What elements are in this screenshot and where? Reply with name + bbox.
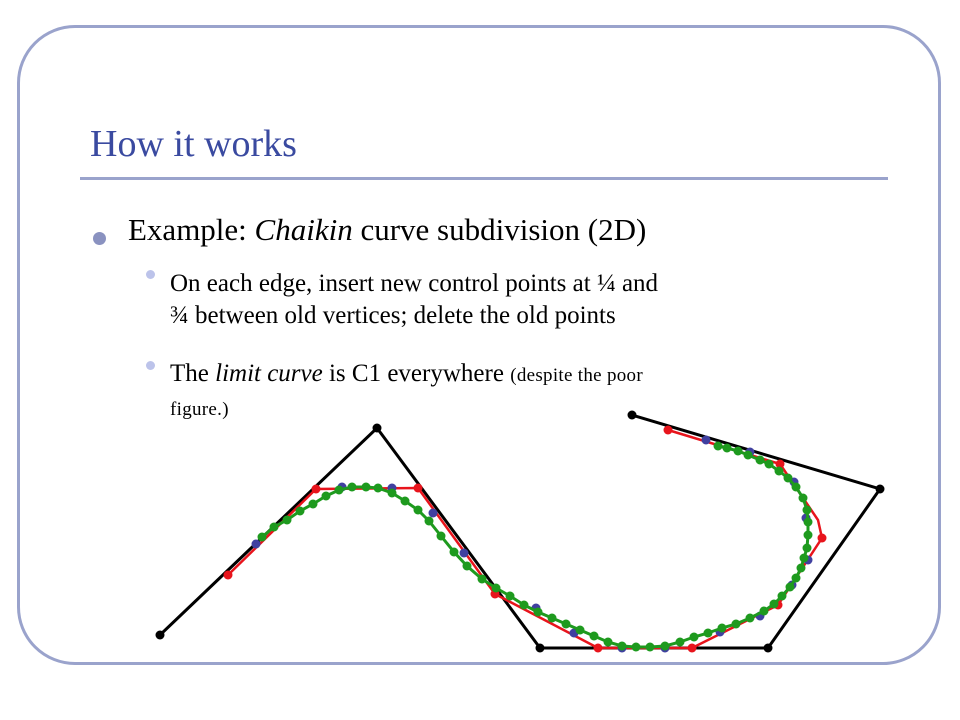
- level-3-point: [437, 532, 446, 541]
- level-3-point: [661, 642, 670, 651]
- level-3-point: [520, 601, 529, 610]
- level-3-point: [778, 592, 787, 601]
- level-3-point: [786, 583, 795, 592]
- level-1-point: [818, 534, 827, 543]
- subdivision-level-1: [228, 430, 822, 648]
- level-3-point: [792, 483, 801, 492]
- level-1-point: [688, 644, 697, 653]
- level-2-point: [429, 509, 438, 518]
- level-3-point: [804, 518, 813, 527]
- level-3-point: [803, 506, 812, 515]
- level-3-point: [401, 497, 410, 506]
- level-3-point: [718, 624, 727, 633]
- sub-bullet-1-line2: ¾ between old vertices; delete the old points: [170, 302, 616, 329]
- level-3-point: [744, 451, 753, 460]
- level-3-point: [632, 643, 641, 652]
- level-3-point: [335, 486, 344, 495]
- level-3-point: [804, 531, 813, 540]
- level-3-point: [760, 607, 769, 616]
- sub-bullet-2-middle: is C1 everywhere: [322, 360, 511, 387]
- level-3-point: [723, 444, 732, 453]
- level-3-point: [590, 632, 599, 641]
- control-vertex: [764, 644, 773, 653]
- control-vertex: [536, 644, 545, 653]
- level-3-point: [770, 600, 779, 609]
- level-3-point: [690, 633, 699, 642]
- level-3-point: [425, 517, 434, 526]
- sub-bullet-2-note-cont: figure.): [170, 399, 229, 420]
- level-3-point: [362, 483, 371, 492]
- level-3-point: [714, 442, 723, 451]
- level-3-point: [800, 554, 809, 563]
- level-2-point: [252, 540, 261, 549]
- level-3-point: [746, 614, 755, 623]
- level-3-point: [296, 507, 305, 516]
- level-2-point: [702, 436, 711, 445]
- level-1-points: [224, 426, 827, 653]
- level-3-point: [562, 620, 571, 629]
- level-3-point: [756, 456, 765, 465]
- level-3-point: [534, 608, 543, 617]
- level-3-point: [704, 629, 713, 638]
- control-vertex: [156, 631, 165, 640]
- level-3-point: [734, 447, 743, 456]
- level-3-point: [450, 548, 459, 557]
- level-3-point: [732, 620, 741, 629]
- level-2-point: [460, 549, 469, 558]
- level-3-point: [803, 544, 812, 553]
- main-bullet-suffix: curve subdivision (2D): [352, 212, 647, 247]
- level-3-point: [283, 516, 292, 525]
- control-vertex: [876, 485, 885, 494]
- level-3-point: [775, 467, 784, 476]
- sub-bullet-2-note: (despite the poor: [510, 365, 643, 386]
- level-1-point: [312, 485, 321, 494]
- level-3-points: [258, 442, 813, 652]
- slide-title: How it works: [90, 123, 297, 165]
- level-3-point: [478, 575, 487, 584]
- level-3-point: [784, 474, 793, 483]
- subdivision-level-3: [262, 446, 808, 647]
- level-3-point: [374, 484, 383, 493]
- level-1-point: [594, 644, 603, 653]
- level-1-point: [414, 484, 423, 493]
- level-3-point: [492, 584, 501, 593]
- level-1-point: [224, 571, 233, 580]
- control-vertices: [156, 411, 885, 653]
- level-3-point: [792, 574, 801, 583]
- level-3-point: [646, 643, 655, 652]
- level-3-point: [388, 489, 397, 498]
- control-vertex: [373, 424, 382, 433]
- level-3-point: [604, 638, 613, 647]
- level-3-point: [270, 523, 279, 532]
- level-3-point: [322, 492, 331, 501]
- main-bullet-emphasis: Chaikin: [254, 212, 353, 247]
- level-3-point: [765, 460, 774, 469]
- level-3-point: [799, 494, 808, 503]
- level-3-point: [463, 562, 472, 571]
- sub-bullet-2-emphasis: limit curve: [215, 360, 323, 387]
- level-3-point: [348, 483, 357, 492]
- level-3-point: [548, 614, 557, 623]
- sub-bullet-2-prefix: The: [170, 360, 216, 387]
- level-3-point: [676, 638, 685, 647]
- level-3-point: [797, 564, 806, 573]
- level-3-point: [309, 500, 318, 509]
- level-3-point: [618, 642, 627, 651]
- level-3-point: [576, 626, 585, 635]
- level-3-point: [506, 592, 515, 601]
- level-1-point: [664, 426, 673, 435]
- sub-bullet-1-line1: On each edge, insert new control points at ¼ and: [170, 270, 659, 297]
- control-vertex: [628, 411, 637, 420]
- level-3-point: [258, 533, 267, 542]
- main-bullet-prefix: Example:: [128, 212, 255, 247]
- level-3-point: [414, 506, 423, 515]
